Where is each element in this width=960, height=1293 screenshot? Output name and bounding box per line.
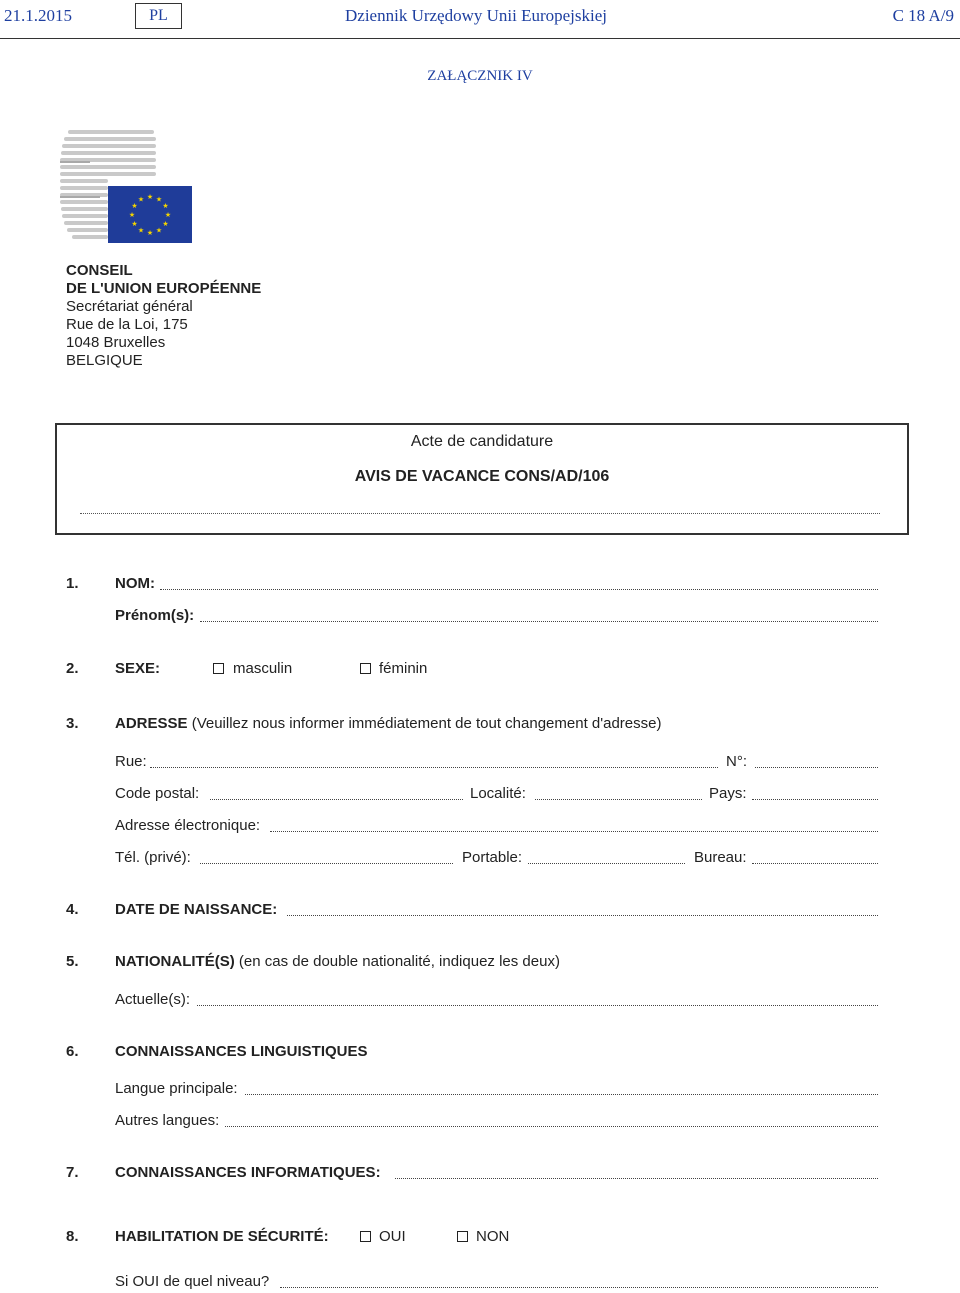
section-number: 2. [66, 660, 79, 677]
surname-field[interactable] [160, 575, 878, 590]
house-number-label: N°: [726, 753, 747, 770]
other-languages-row [0, 1112, 960, 1132]
main-language-row [0, 1080, 960, 1100]
private-phone-label: Tél. (privé): [115, 849, 191, 866]
address-line-1: CONSEIL [66, 262, 133, 279]
application-title-box [55, 423, 909, 535]
language-code-box: PL [135, 3, 182, 29]
it-skills-label: CONNAISSANCES INFORMATIQUES: [115, 1164, 381, 1181]
section-number: 5. [66, 953, 79, 970]
svg-text:★: ★ [137, 227, 145, 235]
email-label: Adresse électronique: [115, 817, 261, 834]
clearance-level-label: Si OUI de quel niveau? [115, 1273, 270, 1290]
first-name-field[interactable] [200, 607, 878, 622]
address-note: (Veuillez nous informer immédiatement de tout changement d'adresse) [191, 715, 662, 732]
street-row [0, 753, 960, 773]
first-name-row [0, 607, 960, 627]
address-line-4: Rue de la Loi, 175 [66, 316, 188, 333]
city-label: Localité: [470, 785, 526, 802]
current-nationality-field[interactable] [197, 991, 878, 1006]
address-line-2: DE L'UNION EUROPÉENNE [66, 280, 262, 297]
nationality-note: (en cas de double nationalité, indiquez les deux) [238, 953, 560, 970]
publication-date: 21.1.2015 [4, 6, 72, 25]
male-option-label: masculin [233, 660, 293, 677]
it-skills-field[interactable] [395, 1164, 878, 1179]
annex-title: ZAŁĄCZNIK IV [427, 68, 533, 84]
email-field[interactable] [270, 817, 878, 832]
section-number: 6. [66, 1043, 79, 1060]
section-name [0, 575, 960, 595]
current-nationality-row [0, 991, 960, 1011]
languages-label: CONNAISSANCES LINGUISTIQUES [115, 1043, 368, 1060]
application-title: Acte de candidature [410, 433, 554, 450]
section-number: 4. [66, 901, 79, 918]
male-checkbox[interactable] [213, 663, 224, 674]
phone-row [0, 849, 960, 869]
country-label: Pays: [709, 785, 747, 802]
council-address [66, 262, 261, 370]
postal-row [0, 785, 960, 805]
email-row [0, 817, 960, 837]
nationality-label: NATIONALITÉ(S) [115, 953, 235, 970]
surname-label: NOM: [115, 575, 155, 592]
mobile-field[interactable] [528, 849, 685, 864]
yes-option-label: OUI [379, 1228, 406, 1245]
journal-reference: C 18 A/9 [892, 6, 954, 25]
section-languages [0, 1043, 960, 1063]
other-languages-field[interactable] [225, 1112, 878, 1127]
section-number: 3. [66, 715, 79, 732]
mobile-label: Portable: [462, 849, 523, 866]
first-name-label: Prénom(s): [115, 607, 195, 624]
header-divider [0, 38, 960, 39]
section-number: 8. [66, 1228, 79, 1245]
postal-code-field[interactable] [210, 785, 463, 800]
section-nationality [0, 953, 960, 973]
city-field[interactable] [535, 785, 702, 800]
security-clearance-label: HABILITATION DE SÉCURITÉ: [115, 1228, 329, 1245]
section-birth-date [0, 901, 960, 921]
female-option-label: féminin [379, 660, 428, 677]
street-field[interactable] [150, 753, 718, 768]
country-field[interactable] [752, 785, 878, 800]
postal-code-label: Code postal: [115, 785, 200, 802]
clearance-level-row [0, 1273, 960, 1293]
street-label: Rue: [115, 753, 147, 770]
section-number: 7. [66, 1164, 79, 1181]
house-number-field[interactable] [755, 753, 878, 768]
address-line-3: Secrétariat général [66, 298, 193, 315]
current-nationality-label: Actuelle(s): [115, 991, 191, 1008]
sex-label: SEXE: [115, 660, 161, 677]
private-phone-field[interactable] [200, 849, 453, 864]
svg-text:★: ★ [146, 230, 154, 237]
section-sex [0, 660, 960, 680]
office-phone-field[interactable] [752, 849, 878, 864]
other-languages-label: Autres langues: [115, 1112, 220, 1129]
logo-graphic [60, 128, 195, 246]
svg-text:★: ★ [162, 221, 169, 228]
yes-checkbox[interactable] [360, 1231, 371, 1242]
svg-text:★: ★ [131, 203, 138, 210]
section-address [0, 715, 960, 735]
main-language-field[interactable] [245, 1080, 878, 1095]
main-language-label: Langue principale: [115, 1080, 238, 1097]
svg-text:★: ★ [131, 221, 138, 228]
section-it-skills [0, 1164, 960, 1184]
section-number: 1. [66, 575, 79, 592]
svg-text:★: ★ [164, 212, 172, 219]
svg-text:★: ★ [155, 196, 163, 204]
vacancy-notice-title: AVIS DE VACANCE CONS/AD/106 [354, 468, 610, 485]
no-option-label: NON [476, 1228, 510, 1245]
svg-text:★: ★ [146, 194, 154, 201]
female-checkbox[interactable] [360, 663, 371, 674]
office-phone-label: Bureau: [694, 849, 747, 866]
svg-text:★: ★ [162, 203, 169, 210]
svg-text:★: ★ [137, 196, 145, 204]
reference-fill-line[interactable] [80, 505, 880, 514]
svg-text:★: ★ [155, 227, 163, 235]
birth-date-field[interactable] [287, 901, 878, 916]
address-line-5: 1048 Bruxelles [66, 334, 166, 351]
clearance-level-field[interactable] [280, 1273, 878, 1288]
birth-date-label: DATE DE NAISSANCE: [115, 901, 278, 918]
section-security-clearance [0, 1228, 960, 1248]
no-checkbox[interactable] [457, 1231, 468, 1242]
address-label: ADRESSE [115, 715, 188, 732]
address-line-6: BELGIQUE [66, 352, 143, 369]
council-of-eu-logo [60, 128, 195, 246]
svg-text:★: ★ [128, 212, 136, 219]
journal-title: Dziennik Urzędowy Unii Europejskiej [345, 6, 608, 25]
